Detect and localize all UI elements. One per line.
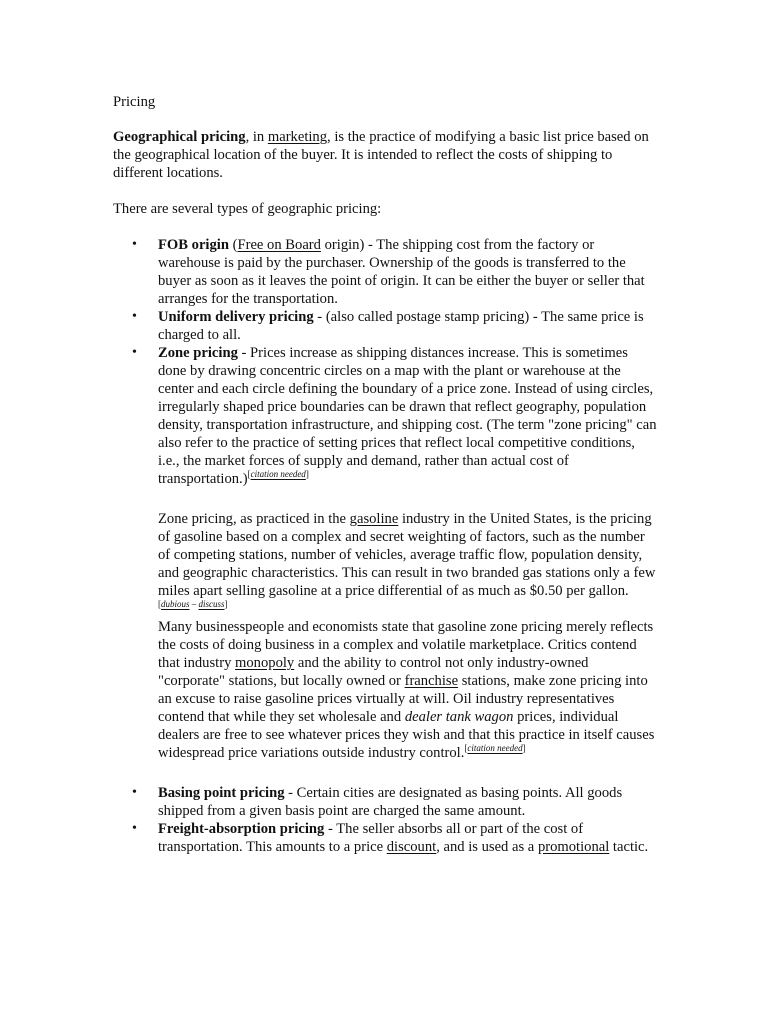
link-discuss[interactable]: discuss	[198, 599, 225, 609]
types-intro: There are several types of geographic pricing:	[113, 201, 382, 217]
term-geographical-pricing: Geographical pricing	[113, 129, 246, 145]
list-item-basing-point: • Basing point pricing - Certain cities are designated as basing points. All goods shipped from a given basis point are charged the same amount.	[132, 785, 623, 819]
dealer-tank-wagon-term: dealer tank wagon	[404, 709, 514, 725]
link-discount[interactable]: discount	[386, 839, 437, 855]
link-gasoline[interactable]: gasoline	[349, 511, 399, 527]
link-monopoly[interactable]: monopoly	[235, 655, 295, 671]
link-franchise[interactable]: franchise	[404, 673, 459, 689]
link-free-on-board[interactable]: Free on Board	[237, 237, 321, 253]
pricing-types-list	[113, 236, 658, 488]
document-page	[113, 93, 658, 856]
gasoline-paragraph-2: Many businesspeople and economists state that gasoline zone pricing merely reflects the costs of doing business in a complex and volatile marketplace. Critics contend that industry monopoly and the ability to control not only industry-owned "corporate" stations, but locally owned or franchise stations, make zone pricing into an excuse to raise gasoline prices virtually at will. Oil industry representatives contend that while they set wholesale and dealer tank wagon prices, individual dealers are free to see whatever prices they wish and that this practice in itself causes widespread price variations outside industry control.[citation needed]	[158, 619, 655, 761]
link-marketing[interactable]: marketing	[267, 129, 328, 145]
list-item-zone-pricing: • Zone pricing - Prices increase as shipping distances increase. This is sometimes done by drawing concentric circles on a map with the plant or warehouse at the center and each circle defining the boundary of a price zone. Instead of using circles, irregularly shaped price boundaries can be drawn that reflect geography, population density, transportation infrastructure, and shipping cost. (The term "zone pricing" can also refer to the practice of setting prices that reflect local competitive conditions, i.e., the market forces of supply and demand, rather than actual cost of transportation.)[citation needed]	[132, 345, 657, 487]
gasoline-paragraph-1: Zone pricing, as practiced in the gasoline industry in the United States, is the pricing of gasoline based on a complex and secret weighting of factors, such as the number of competing stations, number of vehicles, average traffic flow, population density, and geographic characteristics. This can result in two branded gas stations only a few miles apart selling gasoline at a price differential of as much as $0.50 per gallon.[dubious – discuss]	[158, 511, 656, 609]
link-citation-needed[interactable]: citation needed	[250, 469, 306, 479]
pricing-types-list-continued	[113, 784, 658, 856]
list-item-freight-absorption: • Freight-absorption pricing - The seller absorbs all or part of the cost of transportation. This amounts to a price discount, and is used as a promotional tactic.	[132, 821, 649, 855]
citation-needed-note-2: [citation needed]	[464, 743, 526, 753]
bullet-icon: •	[132, 345, 137, 360]
bullet-icon: •	[132, 309, 137, 324]
dubious-discuss-note: [dubious – discuss]	[158, 599, 228, 609]
citation-needed-note: [citation needed]	[247, 469, 309, 479]
bullet-icon: •	[132, 237, 137, 252]
list-item-fob-origin: • FOB origin (Free on Board origin) - The shipping cost from the factory or warehouse is paid by the purchaser. Ownership of the goods is transferred to the buyer as soon as it leaves the point of origin. It can be either the buyer or seller that arranges for the transportation.	[132, 237, 645, 307]
bullet-icon: •	[132, 785, 137, 800]
list-item-uniform-delivery: • Uniform delivery pricing - (also called postage stamp pricing) - The same price is charged to all.	[132, 309, 644, 343]
link-dubious[interactable]: dubious	[161, 599, 190, 609]
page-title: Pricing	[113, 94, 156, 110]
intro-paragraph: Geographical pricing, in marketing, is the practice of modifying a basic list price based on the geographical location of the buyer. It is intended to reflect the costs of shipping to different locations.	[113, 129, 649, 181]
link-citation-needed-2[interactable]: citation needed	[467, 743, 523, 753]
link-promotional[interactable]: promotional	[537, 839, 610, 855]
bullet-icon: •	[132, 821, 137, 836]
gasoline-zone-pricing-section	[113, 510, 658, 762]
